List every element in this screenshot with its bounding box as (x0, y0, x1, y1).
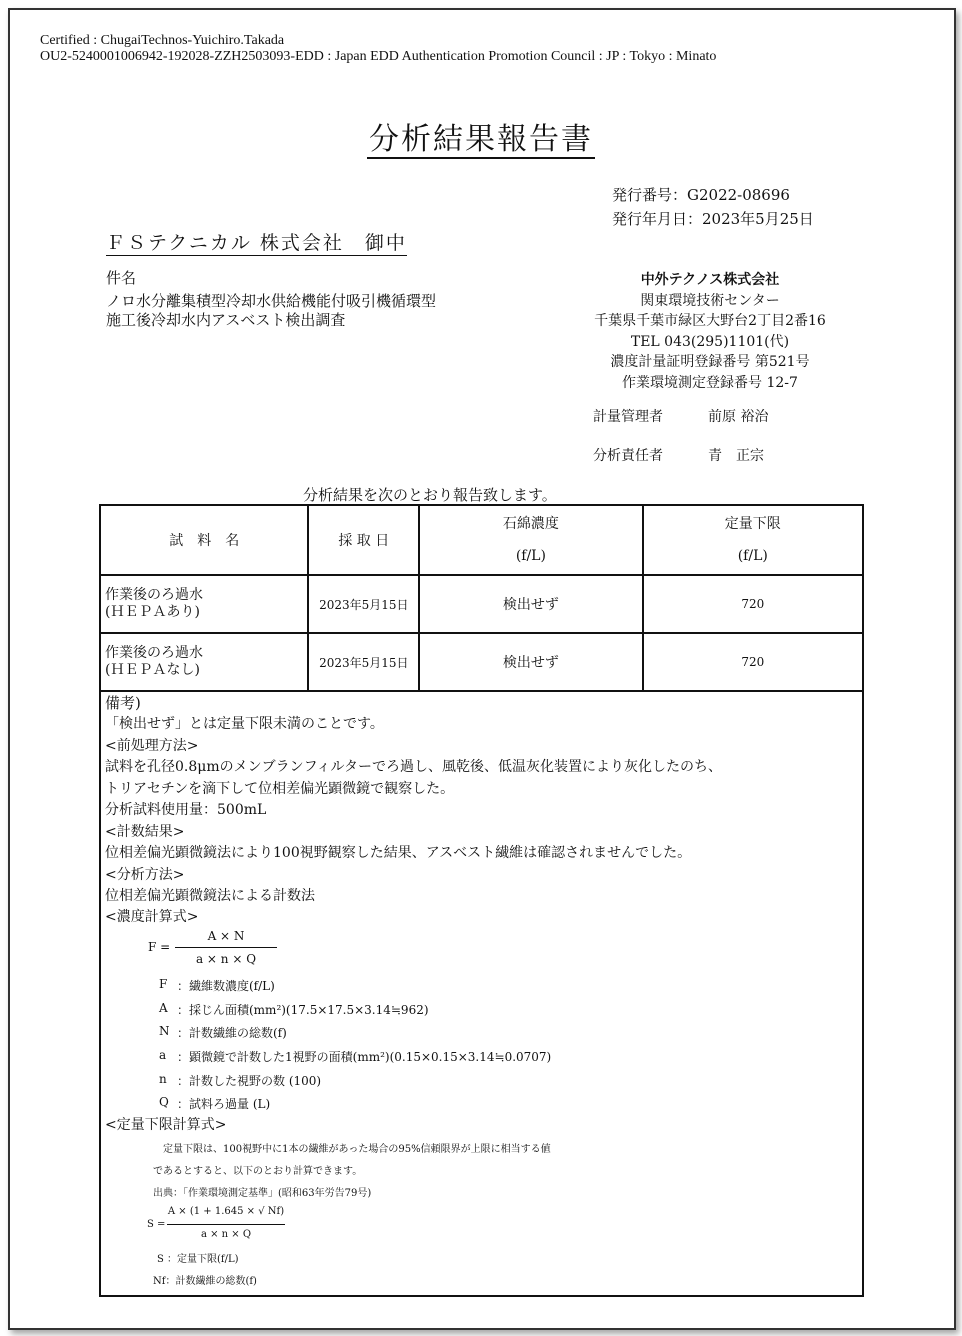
def-symbol: Q (159, 1095, 169, 1109)
nf-definition: Nf：計数繊維の総数(f) (153, 1276, 257, 1287)
remarks-heading: 備考) (105, 694, 141, 712)
results-table (99, 504, 864, 692)
report-title (0, 114, 962, 158)
sample-name-line-1: 作業後のろ過水 (105, 645, 203, 661)
quantification-limit: 720 (643, 575, 863, 633)
addressee-text: ＦＳテクニカル 株式会社 御中 (106, 232, 407, 254)
formula-s-numerator: A × (1 + 1.645 × √ Nf) (167, 1206, 285, 1217)
issuer-block (560, 270, 860, 393)
issuer-address: 千葉県千葉市緑区大野台2丁目2番16 (594, 313, 826, 329)
notes-box (99, 689, 864, 1297)
count-result-heading: <計数結果> (105, 824, 185, 840)
def-description: ：繊維数濃度(f/L) (177, 979, 275, 993)
certificate-line-1: Certified : ChugaiTechnos-Yuichiro.Takada (40, 33, 285, 48)
issuer-registration-2: 作業環境測定登録番号 12-7 (622, 374, 798, 391)
remarks-text: 「検出せず」とは定量下限未満のことです。 (105, 716, 384, 732)
analyst-name: 青 正宗 (708, 448, 764, 464)
def-description: ：試料ろ過量 (L) (177, 1097, 271, 1111)
def-description: ：採じん面積(mm²)(17.5×17.5×3.14≒962) (177, 1003, 429, 1017)
sample-volume: 分析試料使用量：500mL (105, 802, 267, 818)
method-text: 位相差偏光顕微鏡法による計数法 (105, 888, 315, 904)
subject-line-2: 施工後冷却水内アスベスト検出調査 (106, 311, 346, 329)
issue-date: 発行年月日：2023年5月25日 (612, 210, 814, 228)
def-description: ：計数した視野の数 (100) (177, 1074, 322, 1088)
sample-name-line-2: (ＨＥＰＡあり) (105, 604, 200, 620)
limit-formula-heading: <定量下限計算式> (105, 1117, 227, 1133)
issuer-company: 中外テクノス株式会社 (640, 272, 780, 288)
certificate-line-2: OU2-5240001006942-192028-ZZH2503093-EDD : Japan EDD Authentication Promotion Council : JP : Tokyo : Minato (40, 49, 717, 64)
report-title-text: 分析結果報告書 (369, 122, 593, 157)
method-heading: <分析方法> (105, 867, 185, 883)
manager-label: 計量管理者 (593, 409, 663, 425)
formula-f-lhs: F = (148, 940, 171, 954)
limit-source: 出典：「作業環境測定基準」(昭和63年労告79号) (153, 1188, 372, 1199)
formula-heading: <濃度計算式> (105, 909, 199, 925)
manager-name: 前原 裕治 (708, 409, 769, 425)
sample-date: 2023年5月15日 (308, 633, 419, 691)
limit-explanation-line-2: であるとすると、以下のとおり計算できます。 (153, 1166, 363, 1177)
def-description: ：顕微鏡で計数した1視野の面積(mm²)(0.15×0.15×3.14≒0.0707) (177, 1050, 552, 1064)
limit-explanation-line-1: 定量下限は、100視野中に1本の繊維があった場合の95%信頼限界が上限に相当する値 (163, 1144, 551, 1155)
def-symbol: A (159, 1001, 168, 1015)
sample-name-line-1: 作業後のろ過水 (105, 587, 203, 603)
analyst-label: 分析責任者 (593, 448, 663, 464)
def-description: ：計数繊維の総数(f) (177, 1026, 287, 1040)
intro-text: 分析結果を次のとおり報告致します。 (303, 486, 557, 504)
formula-f-numerator: A × N (207, 929, 245, 943)
header-sample: 試 料 名 (100, 505, 308, 575)
def-symbol: a (159, 1048, 167, 1062)
addressee (106, 228, 407, 255)
header-limit-label: 定量下限 (724, 516, 781, 532)
def-symbol: n (159, 1072, 167, 1086)
asbestos-concentration: 検出せず (419, 575, 642, 633)
header-asbestos-label: 石綿濃度 (502, 516, 559, 532)
count-result-text: 位相差偏光顕微鏡法により100視野観察した結果、アスベスト繊維は確認されませんでした。 (105, 845, 692, 861)
issuer-center: 関東環境技術センター (640, 292, 780, 309)
pretreatment-heading: <前処理方法> (105, 738, 199, 754)
asbestos-concentration: 検出せず (419, 633, 642, 691)
subject-line-1: ノロ水分離集積型冷却水供給機能付吸引機循環型 (106, 292, 437, 310)
sample-date: 2023年5月15日 (308, 575, 419, 633)
def-symbol: N (159, 1024, 170, 1038)
subject-label: 件名 (106, 269, 137, 287)
formula-s-fraction-bar (167, 1224, 285, 1225)
issuer-tel: TEL 043(295)1101(代) (630, 333, 790, 350)
sample-name (100, 633, 308, 691)
header-limit (643, 505, 863, 575)
header-asbestos-unit: (f/L) (515, 548, 546, 564)
table-row (100, 633, 863, 691)
formula-s-denominator: a × n × Q (200, 1229, 252, 1240)
header-asbestos (419, 505, 642, 575)
formula-f-denominator: a × n × Q (195, 952, 257, 966)
issue-number: 発行番号：G2022-08696 (612, 186, 790, 204)
formula-f-fraction-bar (175, 947, 277, 948)
pretreatment-line-1: 試料を孔径0.8μmのメンブランフィルターでろ過し、風乾後、低温灰化装置により灰化したのち、 (105, 759, 722, 775)
table-header-row (100, 505, 863, 575)
sample-name-line-2: (ＨＥＰＡなし) (105, 662, 200, 678)
pretreatment-line-2: トリアセチンを滴下して位相差偏光顕微鏡で観察した。 (105, 781, 455, 797)
def-symbol: F (159, 977, 168, 991)
quantification-limit: 720 (643, 633, 863, 691)
header-limit-unit: (f/L) (737, 548, 768, 564)
sample-name (100, 575, 308, 633)
issuer-registration-1: 濃度計量証明登録番号 第521号 (610, 354, 810, 370)
s-definition: S ：定量下限(f/L) (157, 1254, 239, 1265)
header-date: 採 取 日 (308, 505, 419, 575)
formula-s-lhs: S = (147, 1219, 166, 1230)
table-row (100, 575, 863, 633)
